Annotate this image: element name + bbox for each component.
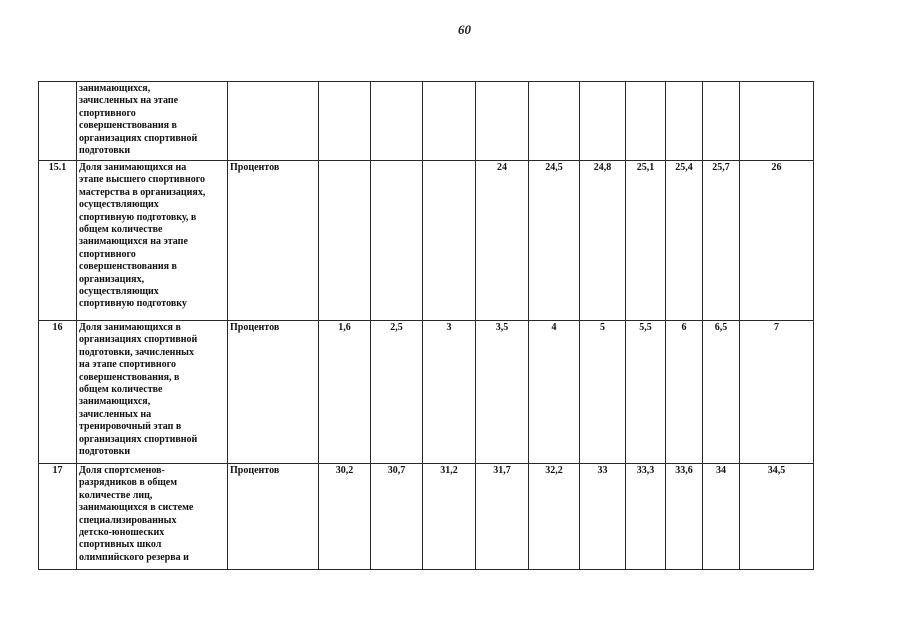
value-cell: 5,5: [626, 321, 666, 464]
value-cell: 31,7: [476, 464, 529, 570]
value-cell: [423, 82, 476, 161]
value-cell: 4: [529, 321, 580, 464]
table-row: [39, 161, 814, 321]
value-cell: 25,4: [666, 161, 703, 321]
value-cell: [371, 161, 423, 321]
indicator-description-cell: Доля спортсменов- разрядников в общем количестве лиц, занимающихся в системе специализированных детско-юношеских спортивных школ олимпийского резерва и: [77, 464, 228, 570]
value-cell: 6: [666, 321, 703, 464]
value-cell: 25,1: [626, 161, 666, 321]
unit-cell: Процентов: [228, 161, 319, 321]
value-cell: [476, 82, 529, 161]
value-cell: [319, 82, 371, 161]
table-row: [39, 82, 814, 161]
unit-cell: Процентов: [228, 321, 319, 464]
value-cell: 33: [580, 464, 626, 570]
value-cell: [666, 82, 703, 161]
unit-cell: [228, 82, 319, 161]
value-cell: 33,3: [626, 464, 666, 570]
value-cell: 24: [476, 161, 529, 321]
unit-cell: Процентов: [228, 464, 319, 570]
value-cell: [740, 82, 814, 161]
value-cell: [580, 82, 626, 161]
value-cell: 30,2: [319, 464, 371, 570]
value-cell: [371, 82, 423, 161]
row-number-cell: 16: [39, 321, 77, 464]
value-cell: 32,2: [529, 464, 580, 570]
indicators-table: [38, 81, 814, 570]
indicator-description-cell: Доля занимающихся на этапе высшего спортивного мастерства в организациях, осуществляющих спортивную подготовку, в общем количестве занимающихся на этапе спортивного совершенствования в организациях, осуществляющих спортивную подготовку: [77, 161, 228, 321]
value-cell: 33,6: [666, 464, 703, 570]
indicator-description-cell: Доля занимающихся в организациях спортивной подготовки, зачисленных на этапе спортивного совершенствования, в общем количестве занимающихся, зачисленных на тренировочный этап в организациях спортивной подготовки: [77, 321, 228, 464]
value-cell: [529, 82, 580, 161]
row-number-cell: 15.1: [39, 161, 77, 321]
value-cell: 31,2: [423, 464, 476, 570]
row-number-cell: 17: [39, 464, 77, 570]
value-cell: 24,8: [580, 161, 626, 321]
value-cell: 2,5: [371, 321, 423, 464]
value-cell: 6,5: [703, 321, 740, 464]
value-cell: 1,6: [319, 321, 371, 464]
value-cell: 3: [423, 321, 476, 464]
value-cell: 5: [580, 321, 626, 464]
indicator-description-cell: занимающихся, зачисленных на этапе спортивного совершенствования в организациях спортивной подготовки: [77, 82, 228, 161]
value-cell: 34: [703, 464, 740, 570]
table-row: [39, 321, 814, 464]
value-cell: 26: [740, 161, 814, 321]
value-cell: 34,5: [740, 464, 814, 570]
value-cell: [423, 161, 476, 321]
value-cell: 25,7: [703, 161, 740, 321]
page-number: 60: [458, 22, 471, 37]
value-cell: 30,7: [371, 464, 423, 570]
value-cell: [703, 82, 740, 161]
value-cell: 3,5: [476, 321, 529, 464]
table-row: [39, 464, 814, 570]
value-cell: 24,5: [529, 161, 580, 321]
value-cell: [626, 82, 666, 161]
row-number-cell: [39, 82, 77, 161]
value-cell: [319, 161, 371, 321]
value-cell: 7: [740, 321, 814, 464]
